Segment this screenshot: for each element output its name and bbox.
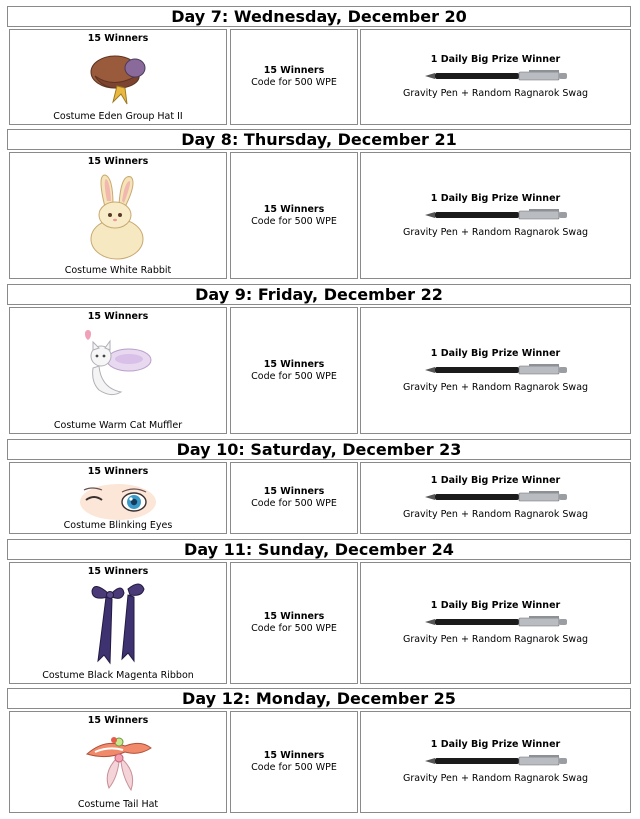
big-prize-description: Gravity Pen + Random Ragnarok Swag [402,88,589,99]
code-prize-label: Code for 500 WPE [251,370,337,382]
item-name: Costume Warm Cat Muffler [53,420,183,431]
big-prize-description: Gravity Pen + Random Ragnarok Swag [402,226,589,238]
day-7-big-prize-cell [360,29,631,125]
magenta-ribbon-icon [88,579,148,667]
code-prize-label: Code for 500 WPE [251,762,337,773]
day-9-code-cell [230,307,358,434]
day-11-big-prize-cell [360,562,631,684]
item-name: Costume White Rabbit [64,265,172,276]
big-prize-label: 1 Daily Big Prize Winner [430,347,561,359]
gravity-pen-icon [425,491,567,503]
big-prize-label: 1 Daily Big Prize Winner [430,475,561,486]
white-rabbit-icon [83,171,153,263]
day-8-code-cell [230,152,358,279]
code-prize-label: Code for 500 WPE [251,215,337,227]
code-winners-label: 15 Winners [263,203,325,215]
day-12-title: Day 12: Monday, December 25 [7,688,631,709]
cat-muffler-icon [81,326,155,406]
item-name: Costume Black Magenta Ribbon [42,670,194,681]
tail-hat-icon [81,728,155,798]
day-12-big-prize-cell [360,711,631,813]
big-prize-label: 1 Daily Big Prize Winner [430,600,561,611]
code-winners-label: 15 Winners [263,611,325,622]
day-9-big-prize-cell [360,307,631,434]
item-winners-label: 15 Winners [87,33,149,44]
day-8-big-prize-cell [360,152,631,279]
item-name: Costume Eden Group Hat II [53,111,183,122]
big-prize-description: Gravity Pen + Random Ragnarok Swag [402,509,589,520]
day-7-code-cell [230,29,358,125]
eden-hat-icon [83,46,153,108]
big-prize-description: Gravity Pen + Random Ragnarok Swag [402,634,589,645]
gravity-pen-icon [425,209,567,221]
day-11-title: Day 11: Sunday, December 24 [7,539,631,560]
item-name: Costume Tail Hat [77,799,159,810]
item-winners-label: 15 Winners [87,156,149,167]
code-winners-label: 15 Winners [263,750,325,761]
code-prize-label: Code for 500 WPE [251,623,337,634]
big-prize-description: Gravity Pen + Random Ragnarok Swag [402,773,589,784]
item-winners-label: 15 Winners [87,466,149,477]
gravity-pen-icon [425,616,567,628]
big-prize-label: 1 Daily Big Prize Winner [430,739,561,750]
day-9-item-cell [9,307,227,434]
day-12-item-cell [9,711,227,813]
code-prize-label: Code for 500 WPE [251,77,337,88]
big-prize-label: 1 Daily Big Prize Winner [430,192,561,204]
gravity-pen-icon [425,364,567,376]
item-winners-label: 15 Winners [87,715,149,726]
day-8-title: Day 8: Thursday, December 21 [7,129,631,150]
big-prize-label: 1 Daily Big Prize Winner [430,54,561,65]
code-winners-label: 15 Winners [263,486,325,497]
day-8-item-cell [9,152,227,279]
day-11-code-cell [230,562,358,684]
blinking-eyes-icon [78,478,158,522]
code-winners-label: 15 Winners [263,65,325,76]
gravity-pen-icon [425,70,567,82]
day-7-item-cell [9,29,227,125]
item-winners-label: 15 Winners [87,566,149,577]
day-10-big-prize-cell [360,462,631,534]
item-winners-label: 15 Winners [87,311,149,322]
code-winners-label: 15 Winners [263,358,325,370]
day-11-item-cell [9,562,227,684]
gravity-pen-icon [425,755,567,767]
day-9-title: Day 9: Friday, December 22 [7,284,631,305]
item-name: Costume Blinking Eyes [63,520,173,531]
code-prize-label: Code for 500 WPE [251,498,337,509]
day-12-code-cell [230,711,358,813]
day-10-item-cell [9,462,227,534]
big-prize-description: Gravity Pen + Random Ragnarok Swag [402,381,589,393]
day-7-title: Day 7: Wednesday, December 20 [7,6,631,27]
day-10-code-cell [230,462,358,534]
day-10-title: Day 10: Saturday, December 23 [7,439,631,460]
